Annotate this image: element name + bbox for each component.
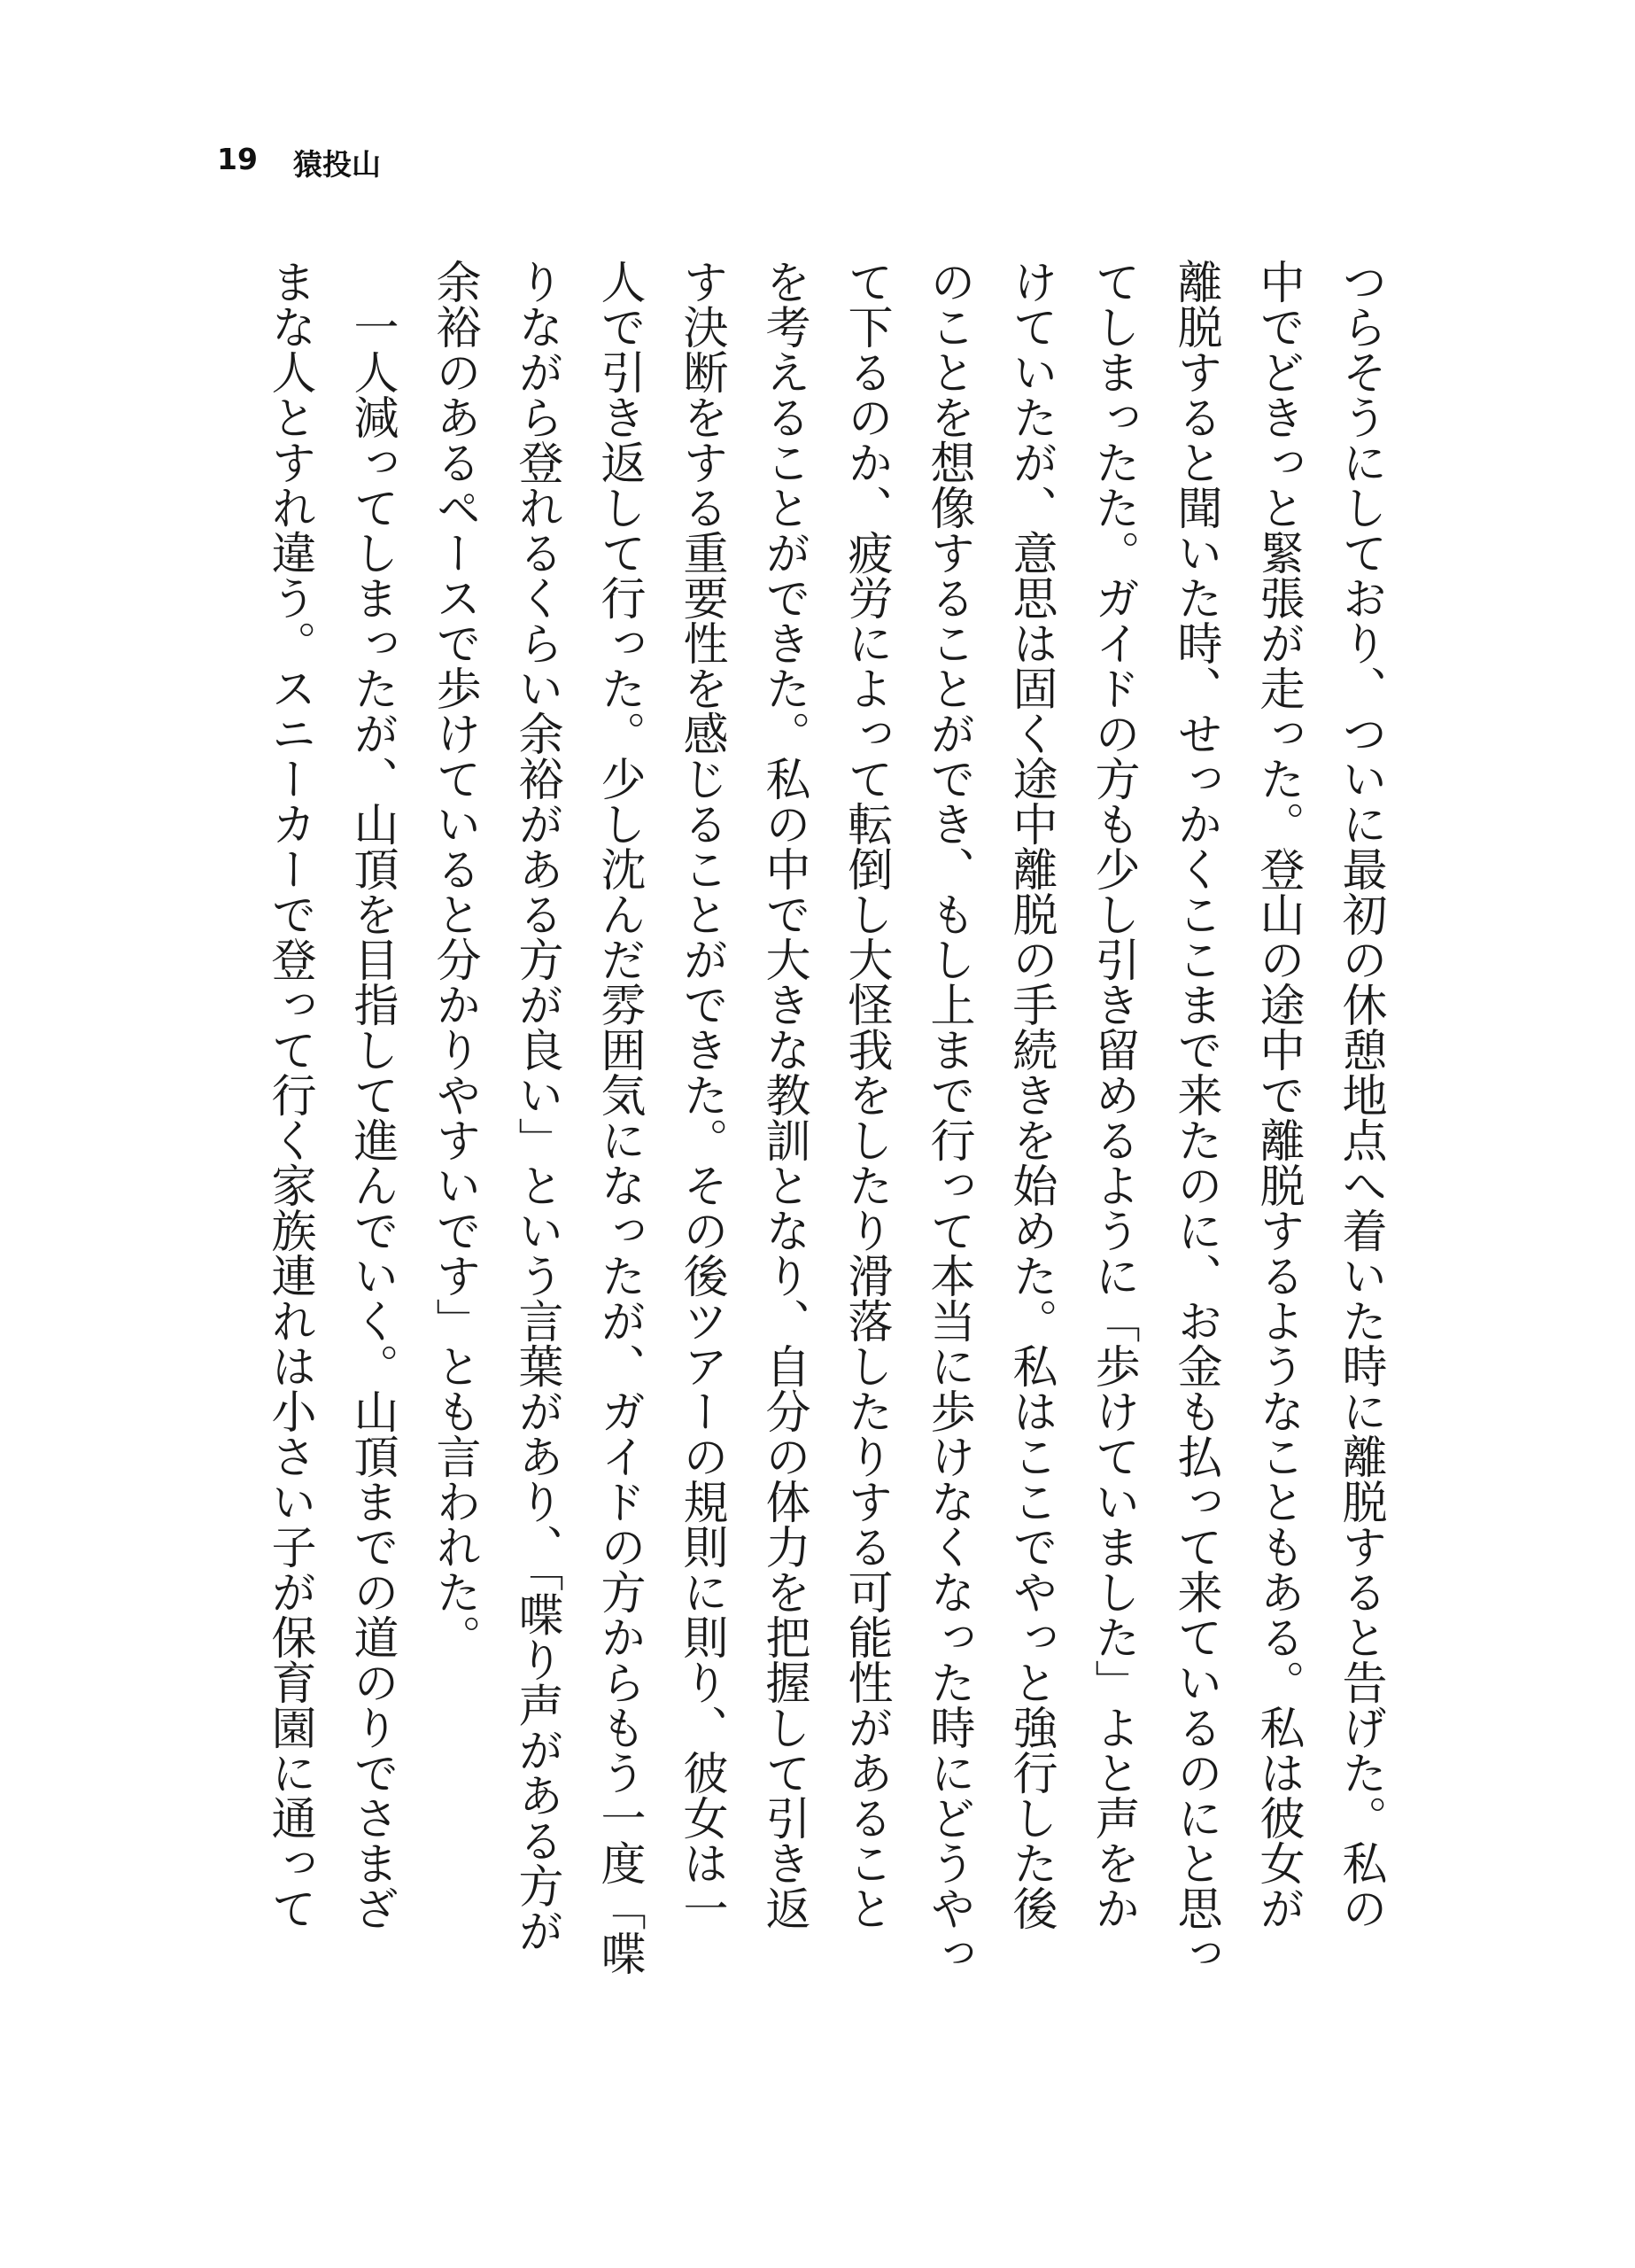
- text-line: てしまったた。ガイドの方も少し引き留めるように「歩けていました」よと声をか: [1087, 259, 1139, 1930]
- text-line: を考えることができた。私の中で大きな教訓となり、自分の体力を把握して引き返: [757, 259, 810, 1930]
- text-line: て下るのか、疲労によって転倒し大怪我をしたり滑落したりする可能性があること: [840, 259, 892, 1930]
- text-line: 中でどきっと緊張が走った。登山の途中で離脱するようなこともある。私は彼女が: [1251, 259, 1304, 1930]
- text-line: まな人とすれ違う。スニーカーで登って行く家族連れは小さい子が保育園に通って: [263, 259, 315, 1930]
- text-line: 離脱すると聞いた時、せっかくここまで来たのに、お金も払って来ているのにと思っ: [1169, 259, 1221, 1976]
- text-line: けていたが、意思は固く途中離脱の手続きを始めた。私はここでやっと強行した後: [1004, 259, 1057, 1930]
- running-header: [217, 142, 381, 183]
- chapter-title: 猿投山: [292, 147, 381, 182]
- text-line: りながら登れるくらい余裕がある方が良い」という言葉があり、「喋り声がある方が: [510, 259, 562, 1953]
- text-line: 人で引き返して行った。少し沈んだ雰囲気になったが、ガイドの方からもう一度「喋: [593, 259, 645, 1976]
- text-line: 余裕のあるペースで歩けていると分かりやすいです」とも言われた。: [428, 259, 480, 1659]
- text-line: 一人減ってしまったが、山頂を目指して進んでいく。山頂までの道のりでさまざ: [345, 259, 398, 1930]
- text-line: のことを想像することができ、もし上まで行って本当に歩けなくなった時にどうやっ: [922, 259, 974, 1976]
- text-line: つらそうにしており、ついに最初の休憩地点へ着いた時に離脱すると告げた。私の: [1334, 259, 1386, 1930]
- text-line: す決断をする重要性を感じることができた。その後ツアーの規則に則り、彼女は一: [675, 259, 727, 1930]
- page-number: 19: [217, 142, 258, 176]
- body-text: [248, 259, 1401, 2031]
